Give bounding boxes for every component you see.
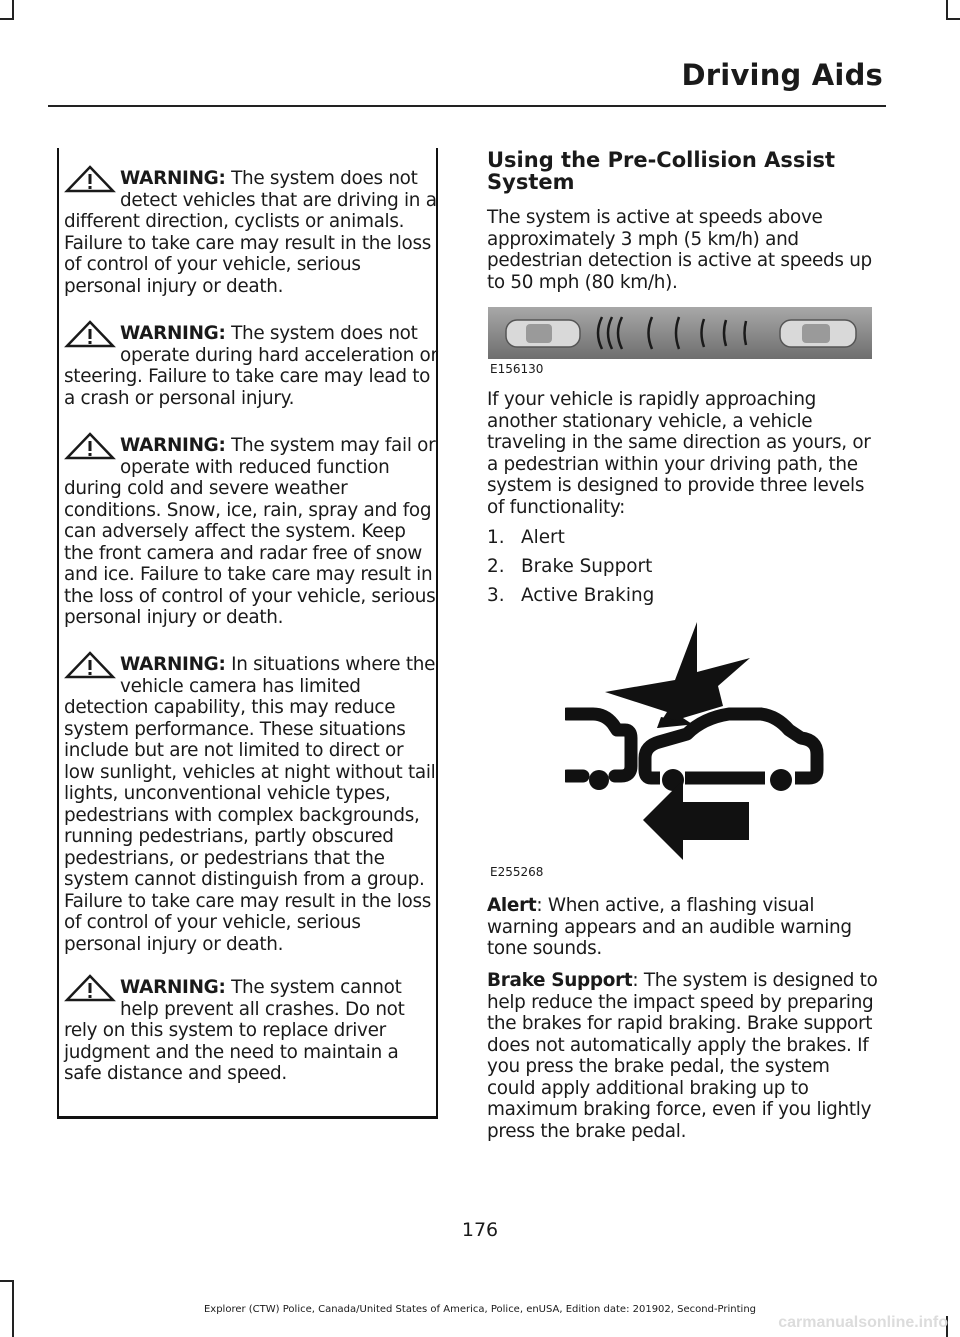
crop-mark <box>0 1280 14 1282</box>
pre-collision-warning-symbol <box>565 620 835 870</box>
brake-support-term: Brake Support <box>487 970 633 991</box>
warning-label: WARNING: <box>120 435 226 456</box>
list-item-label: Active Braking <box>521 585 655 606</box>
crop-mark <box>946 18 960 20</box>
list-item <box>487 556 867 585</box>
functionality-list <box>487 527 867 614</box>
list-item-number: 2. <box>487 556 505 577</box>
list-item <box>487 527 867 556</box>
warning-label: WARNING: <box>120 977 226 998</box>
approach-paragraph: If your vehicle is rapidly approaching another stationary vehicle, a vehicle traveling in the same direction as yours, or a pedestrian within your driving path, the system is designed to provide three levels of functionality: <box>487 389 871 518</box>
alert-paragraph <box>487 895 881 960</box>
list-item-number: 1. <box>487 527 505 548</box>
alert-text: : When active, a flashing visual warning appears and an audible warning tone sounds. <box>487 895 852 959</box>
warning-3 <box>64 435 438 629</box>
section-heading: Using the Pre-Collision Assist System <box>487 148 836 194</box>
warning-triangle-icon <box>64 974 116 1002</box>
car-left-icon <box>506 320 580 347</box>
left-arrow-icon <box>643 780 749 860</box>
warning-triangle-icon <box>64 432 116 460</box>
warning-5 <box>64 977 438 1085</box>
warning-triangle-icon <box>64 651 116 679</box>
list-item <box>487 585 867 614</box>
warning-text: The system cannot help prevent all crashes. Do not rely on this system to replace driver judgment and the need to maintain a safe distance and speed. <box>64 977 405 1084</box>
crop-mark <box>946 0 948 20</box>
page-title: Driving Aids <box>681 58 883 92</box>
vehicle-approach-illustration <box>488 307 872 359</box>
image-label: E156130 <box>490 362 544 376</box>
brake-support-paragraph <box>487 970 881 1142</box>
watermark: carmanualsonline.info <box>778 1314 948 1331</box>
title-rule <box>48 105 886 107</box>
warning-text: The system may fail or operate with reduced function during cold and severe weather conditions. Snow, ice, rain, spray and fog can adversely affect the system. Keep the front camera and radar free of snow and ice. Failure to take care may result in the loss of control of your vehicle, serious personal injury or death. <box>64 435 436 628</box>
warning-triangle-icon <box>64 320 116 348</box>
rear-car-icon <box>567 714 631 776</box>
list-item-number: 3. <box>487 585 505 606</box>
warning-label: WARNING: <box>120 168 226 189</box>
warning-2 <box>64 323 438 409</box>
warning-1 <box>64 168 438 297</box>
warning-text: The system does not operate during hard acceleration or steering. Failure to take care may lead to a crash or personal injury. <box>64 323 438 409</box>
warning-text: The system does not detect vehicles that are driving in a different direction, cyclists or animals. Failure to take care may result in the loss of control of your vehicle, serious personal injury or death. <box>64 168 437 297</box>
warning-4 <box>64 654 438 955</box>
car-right-icon <box>780 320 856 347</box>
crop-mark <box>0 18 14 20</box>
list-item-label: Brake Support <box>521 556 653 577</box>
crop-mark <box>12 0 14 20</box>
image-label: E255268 <box>490 865 544 879</box>
intro-paragraph: The system is active at speeds above approximately 3 mph (5 km/h) and pedestrian detection is active at speeds up to 50 mph (80 km/h). <box>487 207 872 293</box>
list-item-label: Alert <box>521 527 565 548</box>
footer-text: Explorer (CTW) Police, Canada/United States of America, Police, enUSA, Edition date: 201902, Second-Printing <box>203 1304 757 1315</box>
warning-triangle-icon <box>64 165 116 193</box>
warning-text: In situations where the vehicle camera has limited detection capability, this may reduce system performance. These situations include but are not limited to direct or low sunlight, vehicles at night without tail lights, unconventional vehicle types, pedestrians with complex backgrounds, running pedestrians, partly obscured pedestrians, or pedestrians that the system cannot distinguish from a group. Failure to take care may result in the loss of control of your vehicle, serious personal injury or death. <box>64 654 436 955</box>
warning-label: WARNING: <box>120 323 226 344</box>
brake-support-text: : The system is designed to help reduce the impact speed by preparing the brakes for rapid braking. Brake support does not automatically apply the brakes. If you press the brake pedal, the system could apply additional braking up to maximum braking force, even if you lightly press the brake pedal. <box>487 970 878 1142</box>
warning-label: WARNING: <box>120 654 226 675</box>
alert-term: Alert <box>487 895 537 916</box>
page-number: 176 <box>461 1219 499 1241</box>
